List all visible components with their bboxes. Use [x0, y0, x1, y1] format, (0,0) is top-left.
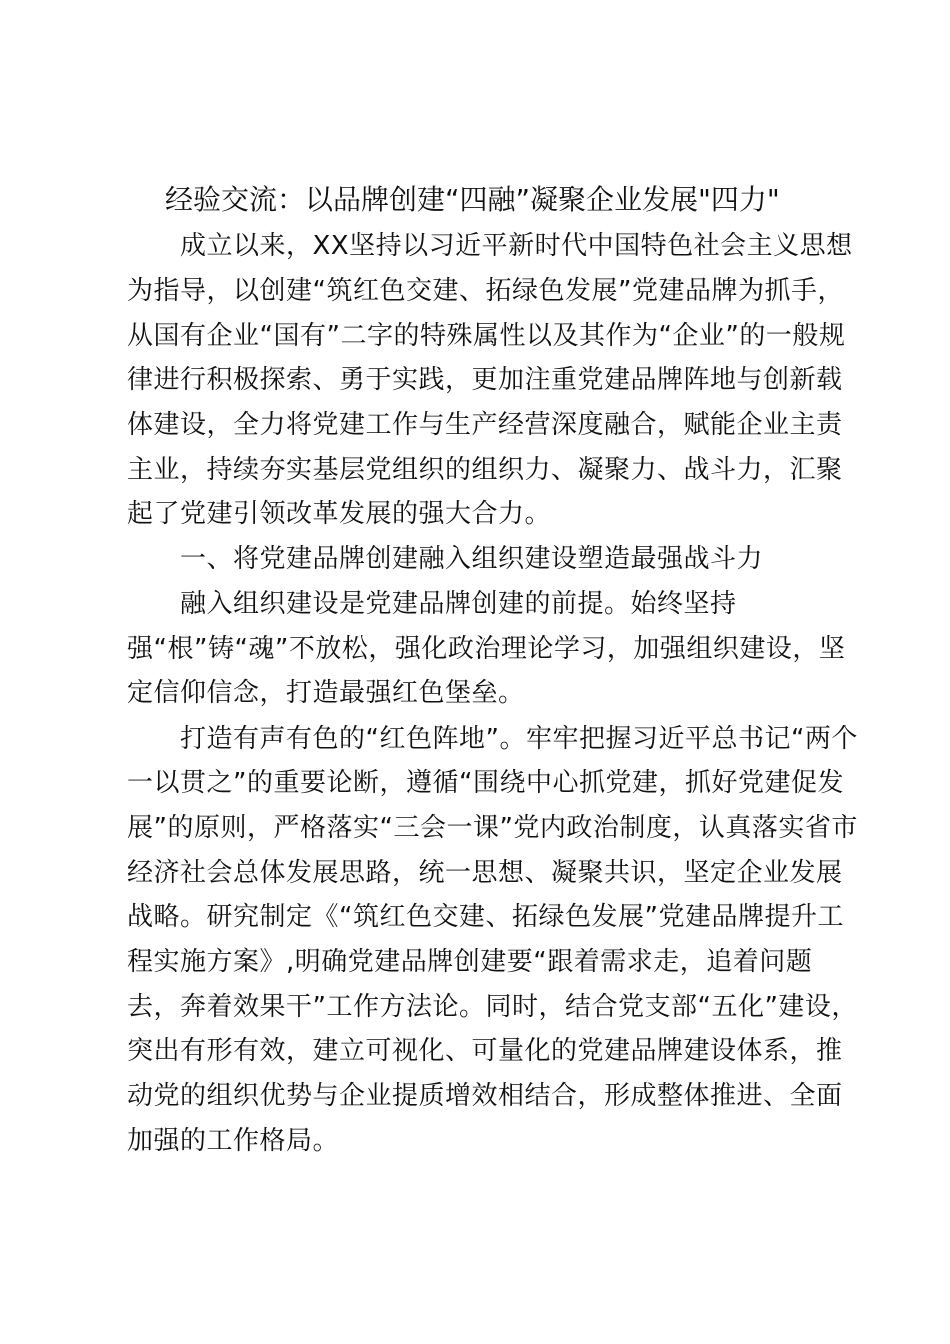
paragraph-line: 一以贯之”的重要论断，遵循“围绕中心抓党建，抓好党建促发 — [127, 768, 844, 798]
paragraph-line: 战略。研究制定《“筑红色交建、拓绿色发展”党建品牌提升工 — [127, 902, 844, 932]
paragraph-line: 成立以来，XX坚持以习近平新时代中国特色社会主义思想 — [180, 231, 853, 261]
paragraph-line: 展”的原则，严格落实“三会一课”党内政治制度，认真落实省市 — [127, 813, 858, 843]
paragraph-line: 融入组织建设是党建品牌创建的前提。始终坚持 — [180, 589, 737, 619]
paragraph-line: 律进行积极探索、勇于实践，更加注重党建品牌阵地与创新载 — [127, 365, 843, 395]
paragraph-line: 体建设，全力将党建工作与生产经营深度融合，赋能企业主责 — [127, 410, 843, 440]
paragraph-line: 主业，持续夯实基层党组织的组织力、凝聚力、战斗力，汇聚 — [127, 455, 843, 485]
paragraph-line: 起了党建引领改革发展的强大合力。 — [127, 499, 552, 529]
paragraph-line: 去，奔着效果干”工作方法论。同时，结合党支部“五化”建设， — [127, 992, 858, 1022]
paragraph-line: 程实施方案》,明确党建品牌创建要“跟着需求走，追着问题 — [127, 947, 813, 977]
paragraph-line: 从国有企业“国有”二字的特殊属性以及其作为“企业”的一般规 — [127, 321, 846, 351]
paragraph-line: 为指导，以创建“筑红色交建、拓绿色发展”党建品牌为抓手， — [127, 276, 844, 306]
document-title: 经验交流：以品牌创建“四融”凝聚企业发展"四力" — [165, 183, 780, 216]
paragraph-line: 定信仰信念，打造最强红色堡垒。 — [127, 678, 525, 708]
paragraph-line: 强“根”铸“魂”不放松，强化政治理论学习，加强组织建设，坚 — [127, 634, 846, 664]
paragraph-line: 经济社会总体发展思路，统一思想、凝聚共识，坚定企业发展 — [127, 858, 843, 888]
paragraph-line: 突出有形有效，建立可视化、可量化的党建品牌建设体系，推 — [127, 1036, 843, 1066]
paragraph-line: 打造有声有色的“红色阵地”。牢牢把握习近平总书记“两个 — [180, 724, 858, 754]
section-heading: 一、将党建品牌创建融入组织建设塑造最强战斗力 — [180, 544, 764, 574]
paragraph-line: 动党的组织优势与企业提质增效相结合，形成整体推进、全面 — [127, 1081, 843, 1111]
paragraph-line: 加强的工作格局。 — [127, 1126, 340, 1156]
